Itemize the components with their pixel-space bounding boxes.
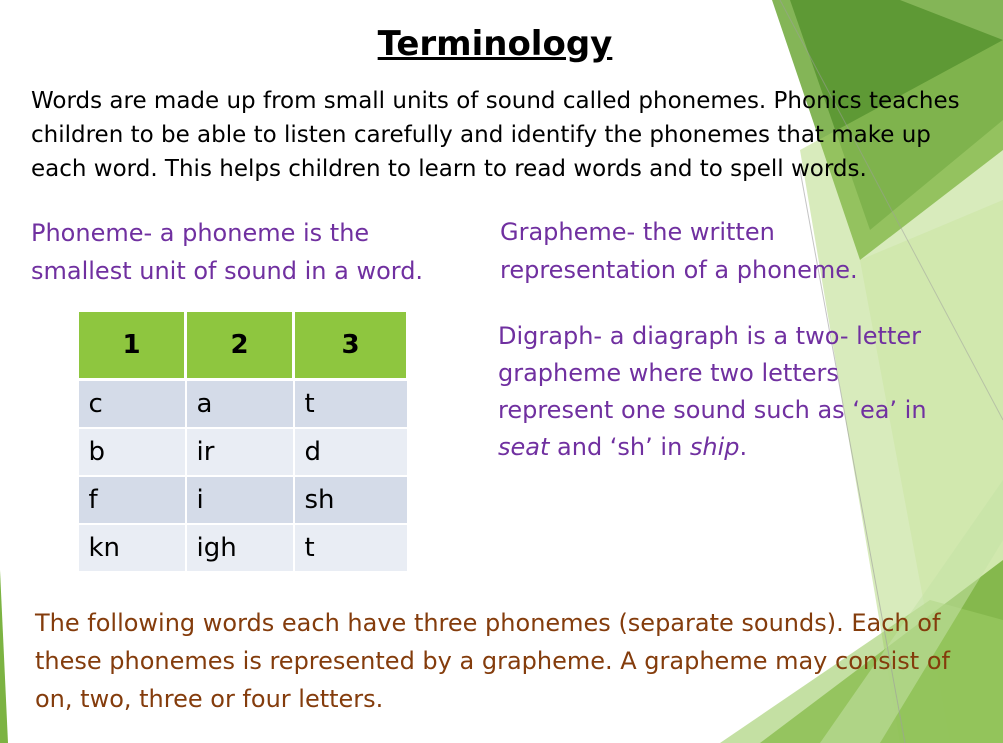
left-edge-green [0, 570, 8, 743]
table-row [78, 524, 408, 572]
table-cell: sh [294, 476, 408, 524]
table-header-cell: 2 [186, 311, 294, 380]
example-end: . [739, 433, 748, 461]
table-row [78, 428, 408, 476]
table-header-cell: 3 [294, 311, 408, 380]
table-cell: t [294, 524, 408, 572]
phoneme-definition-line2: smallest unit of sound in a word. [31, 257, 424, 285]
example-connector: and ‘sh’ in [549, 433, 690, 461]
digraph-definition-line1: Digraph- a diagraph is a two- letter [498, 322, 921, 350]
table-cell: i [186, 476, 294, 524]
grapheme-definition [500, 213, 900, 289]
phoneme-definition-line1: Phoneme- a phoneme is the [31, 219, 370, 247]
table-header-row [78, 311, 408, 380]
example-word-seat: seat [498, 433, 550, 461]
intro-paragraph: Words are made up from small units of sound called phonemes. Phonics teaches children to be able to listen carefully and identify the phonemes that make up each word. This helps children to learn to read words and to spell words. [31, 88, 960, 182]
table-cell: igh [186, 524, 294, 572]
example-word-ship: ship [689, 433, 740, 461]
grapheme-definition-line2: representation of a phoneme. [500, 256, 858, 284]
table-row [78, 476, 408, 524]
table-cell: kn [78, 524, 186, 572]
digraph-definition-line3: represent one sound such as ‘ea’ in [498, 396, 927, 424]
table-cell: t [294, 380, 408, 429]
table-cell: f [78, 476, 186, 524]
table-cell: a [186, 380, 294, 429]
slide-title: Terminology [377, 24, 613, 64]
table-cell: b [78, 428, 186, 476]
digraph-definition-line4 [498, 429, 968, 466]
table-cell: ir [186, 428, 294, 476]
phoneme-table [76, 309, 409, 573]
digraph-definition-line2: grapheme where two letters [498, 359, 839, 387]
table-header-cell: 1 [78, 311, 186, 380]
table-row [78, 380, 408, 429]
footer-paragraph: The following words each have three phonemes (separate sounds). Each of these phonemes is represented by a grapheme. A grapheme may consist of on, two, three or four letters. [35, 609, 950, 713]
phoneme-definition [31, 214, 471, 290]
table-cell: d [294, 428, 408, 476]
table-cell: c [78, 380, 186, 429]
digraph-definition [498, 318, 968, 466]
grapheme-definition-line1: Grapheme- the written [500, 218, 775, 246]
